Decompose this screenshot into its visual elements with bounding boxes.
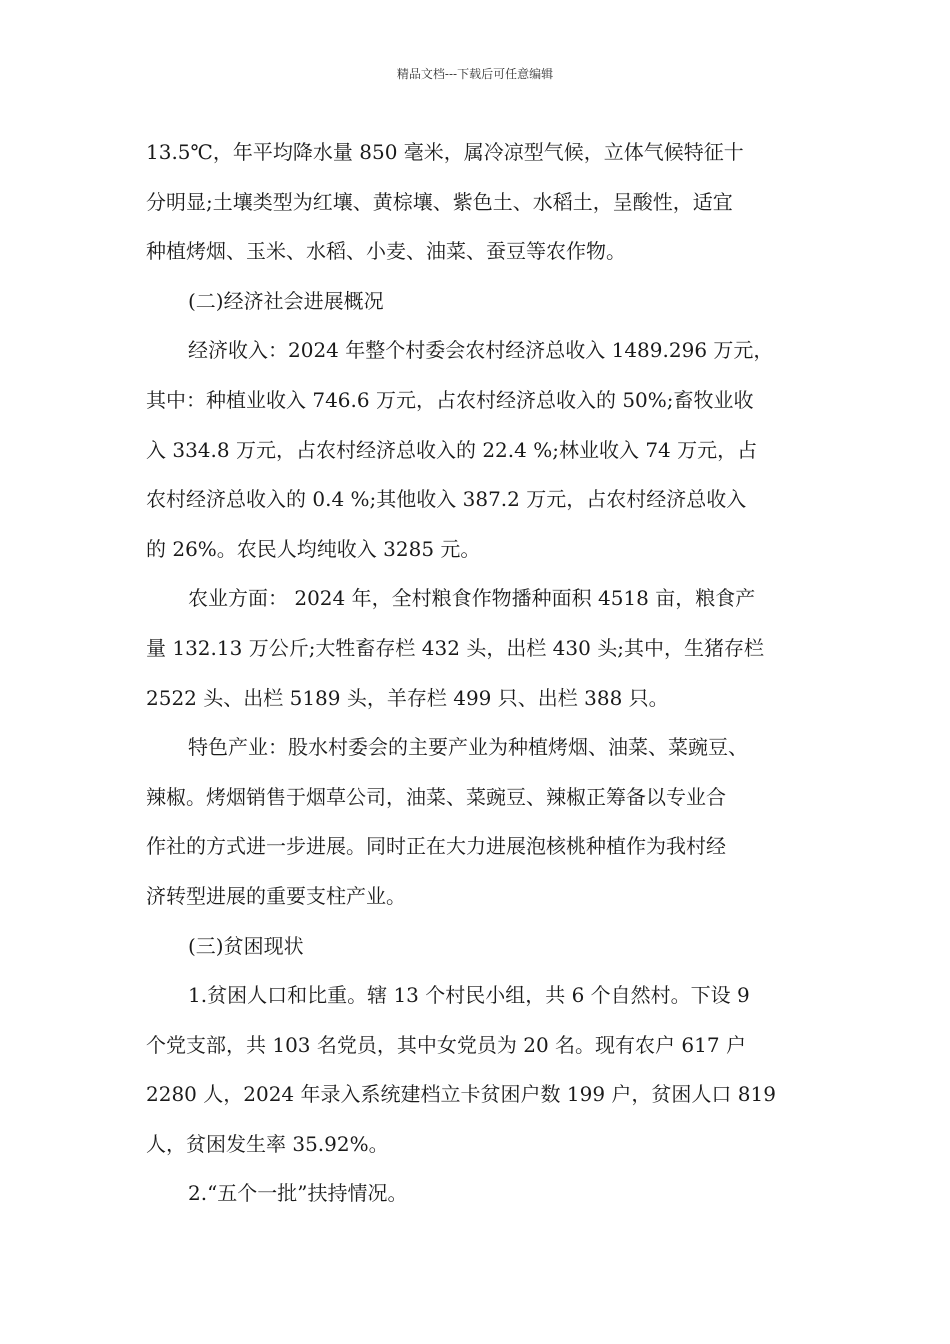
section-heading: (三)贫困现状 <box>188 933 304 958</box>
document-body <box>146 128 808 1219</box>
text-line: 分明显;土壤类型为红壤、黄棕壤、紫色土、水稻土，呈酸性，适宜 <box>146 189 733 214</box>
text-line: 2280 人，2024 年录入系统建档立卡贫困户数 199 户，贫困人口 819 <box>146 1082 776 1107</box>
paragraph-start: 经济收入：2024 年整个村委会农村经济总收入 1489.296 万元， <box>188 338 774 363</box>
text-line: 个党支部，共 103 名党员，其中女党员为 20 名。现有农户 617 户 <box>146 1032 746 1057</box>
text-line: 入 334.8 万元，占农村经济总收入的 22.4 %;林业收入 74 万元，占 <box>146 437 758 462</box>
paragraph-start: 农业方面： 2024 年，全村粮食作物播种面积 4518 亩，粮食产 <box>188 586 756 611</box>
text-line: 辣椒。烤烟销售于烟草公司，油菜、菜豌豆、辣椒正筹备以专业合 <box>146 784 726 809</box>
text-line: 13.5℃，年平均降水量 850 毫米，属冷凉型气候，立体气候特征十 <box>146 140 744 164</box>
paragraph-start: 1.贫困人口和比重。辖 13 个村民小组，共 6 个自然村。下设 9 <box>188 983 750 1008</box>
text-line: 人，贫困发生率 35.92%。 <box>146 1131 389 1156</box>
paragraph-start: 特色产业：股水村委会的主要产业为种植烤烟、油菜、菜豌豆、 <box>188 735 748 760</box>
text-line: 济转型进展的重要支柱产业。 <box>146 883 406 908</box>
text-line: 的 26%。农民人均纯收入 3285 元。 <box>146 536 481 561</box>
paragraph-start: 2.“五个一批”扶持情况。 <box>188 1181 408 1206</box>
page-header: 精品文档---下载后可任意编辑 <box>396 67 554 81</box>
text-line: 2522 头、出栏 5189 头，羊存栏 499 只、出栏 388 只。 <box>146 685 669 710</box>
text-line: 农村经济总收入的 0.4 %;其他收入 387.2 万元，占农村经济总收入 <box>146 487 747 512</box>
text-line: 量 132.13 万公斤;大牲畜存栏 432 头，出栏 430 头;其中，生猪存栏 <box>146 635 764 660</box>
section-heading: (二)经济社会进展概况 <box>188 288 384 313</box>
text-line: 作社的方式进一步进展。同时正在大力进展泡核桃种植作为我村经 <box>146 834 726 859</box>
text-line: 种植烤烟、玉米、水稻、小麦、油菜、蚕豆等农作物。 <box>146 239 626 264</box>
text-line: 其中：种植业收入 746.6 万元，占农村经济总收入的 50%;畜牧业收 <box>146 387 754 412</box>
